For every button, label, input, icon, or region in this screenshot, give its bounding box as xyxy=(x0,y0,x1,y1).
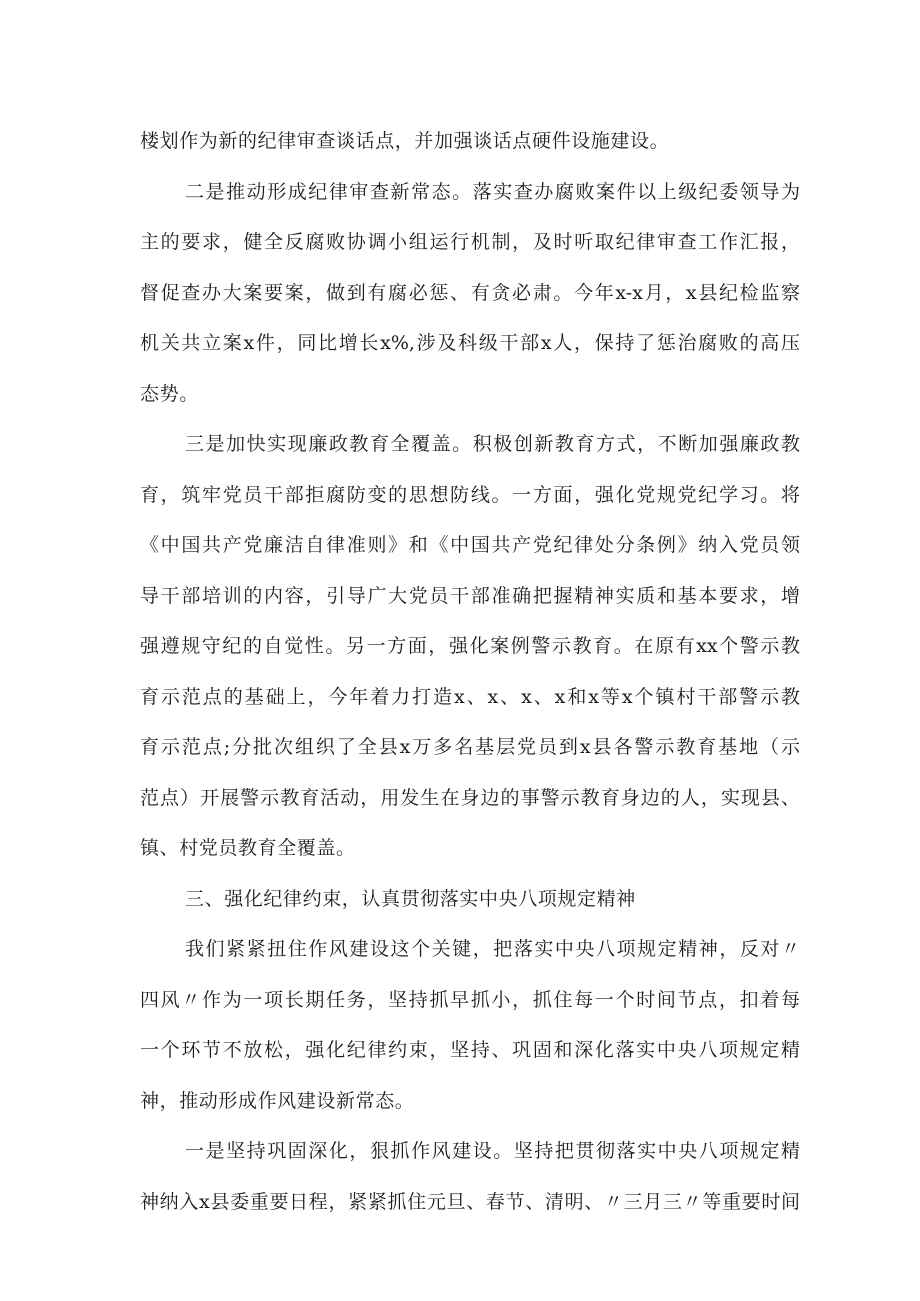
paragraph-line: 主的要求，健全反腐败协调小组运行机制，及时听取纪律审查工作汇报， xyxy=(140,231,800,253)
paragraph-line: 强遵规守纪的自觉性。另一方面，强化案例警示教育。在原有xx个警示教 xyxy=(140,635,800,657)
paragraph-line: 范点）开展警示教育活动，用发生在身边的事警示教育身边的人，实现县、 xyxy=(140,786,800,809)
paragraph-line: 神，推动形成作风建设新常态。 xyxy=(140,1089,415,1112)
document-body xyxy=(140,116,800,1227)
section-heading: 三、强化纪律约束，认真贯彻落实中央八项规定精神 xyxy=(185,887,636,910)
paragraph-line: 育示范点;分批次组织了全县x万多名基层党员到x县各警示教育基地（示 xyxy=(140,736,800,758)
paragraph-line: 一个环节不放松，强化纪律约束，坚持、巩固和深化落实中央八项规定精 xyxy=(140,1039,800,1061)
paragraph-line: 育示范点的基础上，今年着力打造x、x、x、x和x等x个镇村干部警示教 xyxy=(140,685,800,708)
paragraph-line: 四风〃作为一项长期任务，坚持抓早抓小，抓住每一个时间节点，扣着每 xyxy=(140,988,800,1011)
paragraph-line: 导干部培训的内容，引导广大党员干部准确把握精神实质和基本要求，增 xyxy=(140,584,800,607)
paragraph-line: 《中国共产党廉洁自律准则》和《中国共产党纪律处分条例》纳入党员领 xyxy=(140,534,800,556)
paragraph-line: 育，筑牢党员干部拒腐防变的思想防线。一方面，强化党规党纪学习。将 xyxy=(140,483,800,506)
paragraph-line: 机关共立案x件，同比增长x%,涉及科级干部x人，保持了惩治腐败的高压 xyxy=(140,332,800,354)
paragraph-line: 督促查办大案要案，做到有腐必惩、有贪必肃。今年x-x月，x县纪检监察 xyxy=(140,281,800,304)
paragraph-line: 态势。 xyxy=(140,382,199,405)
paragraph-line: 楼划作为新的纪律审查谈话点，并加强谈话点硬件设施建设。 xyxy=(140,130,670,152)
paragraph-line: 二是推动形成纪律审查新常态。落实查办腐败案件以上级纪委领导为 xyxy=(185,180,800,203)
paragraph-line: 我们紧紧扭住作风建设这个关键，把落实中央八项规定精神，反对〃 xyxy=(185,938,800,960)
paragraph-line: 一是坚持巩固深化，狠抓作风建设。坚持把贯彻落实中央八项规定精 xyxy=(185,1140,800,1162)
paragraph-line: 神纳入x县委重要日程，紧紧抓住元旦、春节、清明、〃三月三〃等重要时间 xyxy=(140,1190,800,1213)
paragraph-line: 镇、村党员教育全覆盖。 xyxy=(140,837,356,859)
paragraph-line: 三是加快实现廉政教育全覆盖。积极创新教育方式，不断加强廉政教 xyxy=(185,433,800,455)
